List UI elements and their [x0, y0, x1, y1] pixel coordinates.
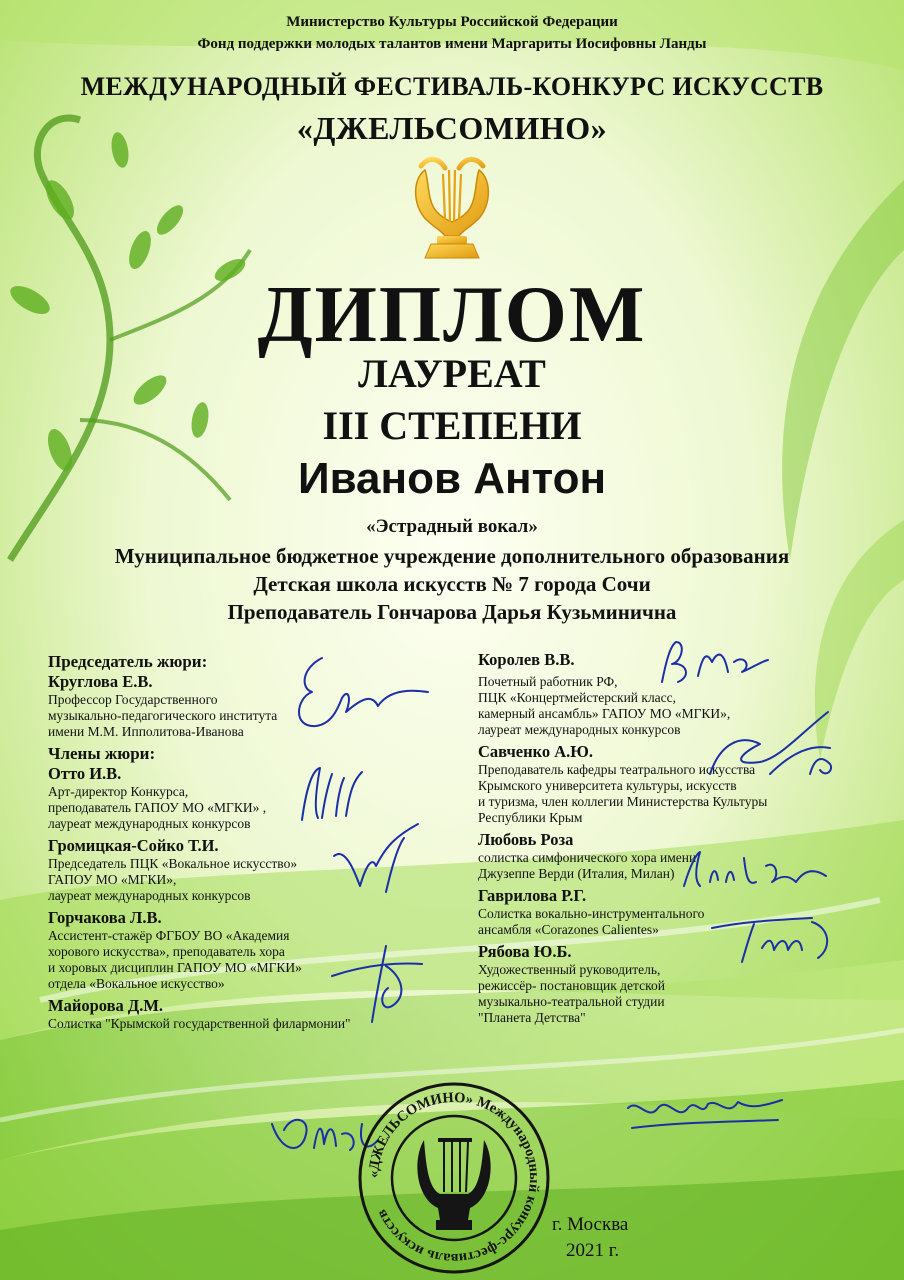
signature-gorchakova	[322, 936, 432, 1026]
jury-members-heading: Члены жюри:	[48, 744, 156, 763]
title-line: Крымского университета культуры, искусств	[478, 778, 737, 793]
jury-member-name: Гаврилова Р.Г.	[478, 886, 587, 905]
festival-name: «ДЖЕЛЬСОМИНО»	[296, 110, 608, 146]
nomination: «Эстрадный вокал»	[366, 516, 538, 537]
jury-member-title	[478, 962, 878, 1026]
title-line: Художественный руководитель,	[478, 962, 661, 977]
title-line: солистка симфонического хора имени	[478, 850, 697, 865]
title-line: преподаватель ГАПОУ МО «МГКИ» ,	[48, 800, 267, 815]
festival-title: МЕЖДУНАРОДНЫЙ ФЕСТИВАЛЬ-КОНКУРС ИСКУССТВ	[80, 72, 824, 101]
lyre-icon	[405, 150, 499, 262]
title-line: имени М.М. Ипполитова-Иванова	[48, 724, 244, 739]
institution-line-1: Муниципальное бюджетное учреждение дополнительного образования	[114, 544, 790, 568]
title-line: Ассистент-стажёр ФГБОУ ВО «Академия	[48, 928, 290, 943]
title-line: Почетный работник РФ,	[478, 674, 618, 689]
title-line: Джузеппе Верди (Италия, Милан)	[478, 866, 675, 881]
jury-chair-name: Круглова Е.В.	[48, 672, 153, 691]
jury-member-name: Савченко А.Ю.	[478, 742, 593, 761]
jury-member-name: Громицкая-Сойко Т.И.	[48, 836, 219, 855]
festival-stamp	[356, 1080, 552, 1276]
ministry-text: Министерство Культуры Российской Федерации	[286, 14, 618, 30]
title-line: Солистка "Крымской государственной филармонии"	[48, 1016, 351, 1031]
signature-ryabova	[618, 1078, 788, 1138]
title-line: камерный ансамбль» ГАПОУ МО «МГКИ»,	[478, 706, 731, 721]
title-line: Республики Крым	[478, 810, 583, 825]
title-line: и туризма, член коллегии Министерства Культуры	[478, 794, 768, 809]
recipient-name: Иванов Антон	[297, 454, 607, 503]
award-degree: III СТЕПЕНИ	[322, 403, 582, 448]
title-line: ансамбля «Corazones Calientes»	[478, 922, 659, 937]
jury-member-name: Отто И.В.	[48, 764, 122, 783]
jury-member-name: Любовь Роза	[478, 830, 574, 849]
title-line: лауреат международных конкурсов	[48, 816, 251, 831]
title-line: Солистка вокально-инструментального	[478, 906, 705, 921]
fund-text: Фонд поддержки молодых талантов имени Маргариты Иосифовны Ланды	[197, 36, 707, 52]
title-line: и хоровых дисциплин ГАПОУ МО «МГКИ»	[48, 960, 302, 975]
title-line: лауреат международных конкурсов	[478, 722, 681, 737]
signature-savchenko	[700, 704, 850, 794]
title-line: музыкально-театральной студии	[478, 994, 665, 1009]
signature-gromitskaya	[326, 816, 426, 896]
title-line: ПЦК «Концертмейстерский класс,	[478, 690, 677, 705]
title-line: Председатель ПЦК «Вокальное искусство»	[48, 856, 298, 871]
jury-chair-heading: Председатель жюри:	[48, 652, 208, 671]
title-line: музыкально-педагогического института	[48, 708, 278, 723]
city-text: г. Москва	[552, 1214, 629, 1235]
title-line: режиссёр- постановщик детской	[478, 978, 665, 993]
year-text: 2021 г.	[566, 1240, 620, 1261]
signature-chair	[282, 648, 432, 738]
jury-member-name: Майорова Д.М.	[48, 996, 164, 1015]
stamp-lyre-icon	[417, 1138, 490, 1230]
stamp-ring-text: «ДЖЕЛЬСОМИНО» Международный конкурс-фестиваль искусств	[365, 1089, 543, 1267]
title-line: отдела «Вокальное искусство»	[48, 976, 225, 991]
diploma-title: ДИПЛОМ	[257, 271, 647, 359]
title-line: Профессор Государственного	[48, 692, 218, 707]
title-line: ГАПОУ МО «МГКИ»,	[48, 872, 177, 887]
signature-gavrilova	[702, 908, 842, 968]
award-title: ЛАУРЕАТ	[358, 351, 546, 396]
title-line: Преподаватель кафедры театрального искусства	[478, 762, 756, 777]
title-line: хорового искусства», преподаватель хора	[48, 944, 285, 959]
institution-line-2: Детская школа искусств № 7 города Сочи	[253, 572, 651, 596]
title-line: лауреат международных конкурсов	[48, 888, 251, 903]
jury-member-name: Рябова Ю.Б.	[478, 942, 572, 961]
jury-member-name: Королев В.В.	[478, 650, 575, 669]
signature-korolev	[652, 632, 772, 692]
signature-lyubov-roza	[676, 846, 836, 896]
title-line: Арт-директор Конкурса,	[48, 784, 189, 799]
jury-member-name: Горчакова Л.В.	[48, 908, 162, 927]
teacher-line: Преподаватель Гончарова Дарья Кузьминична	[227, 600, 677, 624]
title-line: "Планета Детства"	[478, 1010, 586, 1025]
